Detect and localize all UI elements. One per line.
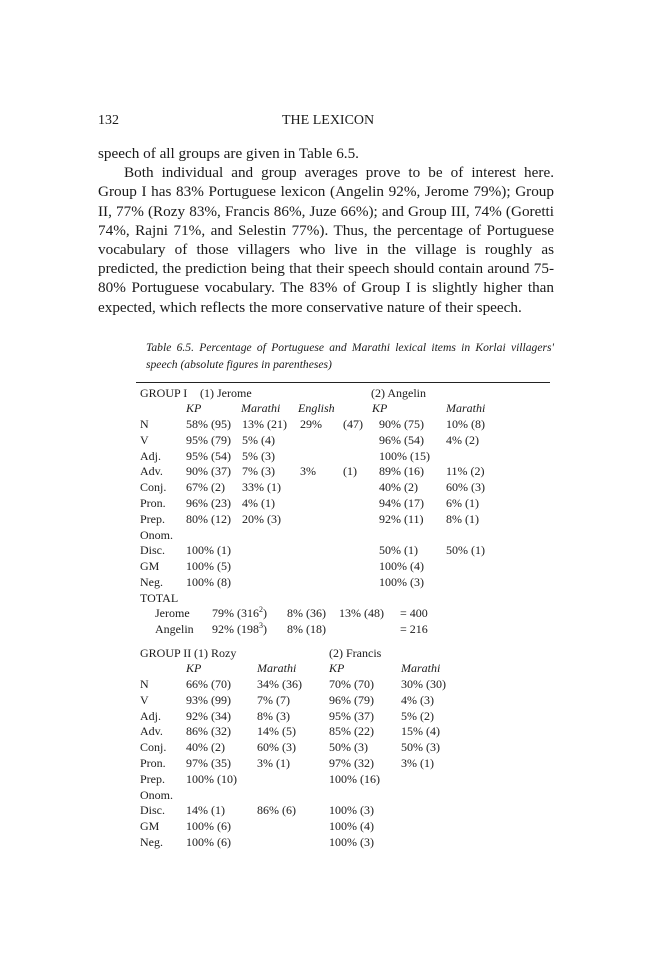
table-cell: 100% (3) [329,803,374,818]
table-cell: 11% (2) [446,464,485,479]
table-cell: 15% (4) [401,724,440,739]
table-cell: 50% (3) [401,740,440,755]
table-cell: 50% (1) [446,543,485,558]
row-label: Disc. [140,543,165,558]
table-cell: 100% (1) [186,543,231,558]
row-label: Prep. [140,771,165,786]
table-cell: (1) [343,464,357,479]
table-cell: 90% (37) [186,464,231,479]
row-label: Neg. [140,835,163,849]
table-top-rule [136,382,550,383]
table-cell: 5% (2) [401,708,434,723]
column-header: Marathi [257,661,297,675]
table-cell: 89% (16) [379,464,424,479]
row-label: Adv. [140,724,163,739]
table-cell: 93% (99) [186,692,231,707]
row-label: V [140,432,149,447]
row-label: N [140,677,149,691]
table-cell: 5% (3) [242,448,275,463]
footnote-marker: 3 [259,620,263,630]
table-cell: 8% (36) [287,605,326,620]
table-cell: 7% (3) [242,464,275,479]
column-header: English [298,401,335,415]
table-cell: 85% (22) [329,724,374,739]
table-cell: 97% (35) [186,756,231,770]
paragraph: Both individual and group averages prove to be of interest here. Group I has 83% Portuguese lexicon (Angelin 92%, Jerome 79%); Group II, 77% (Rozy 83%, Francis 86%, Juze 66%); and Group III, 74% (Goretti 74%, Rajni 71%, and Selestin 77%). Thus, the percentage of Portuguese vocabulary of those villagers who live in the village is roughly as predicted, the prediction being that their speech should contain around 75-80% Portuguese vocabulary. The 83% of Group I is slightly higher than expected, which reflects the more conservative nature of their speech. [98,164,554,316]
table-cell: 96% (54) [379,432,424,447]
column-header: KP [186,661,202,675]
table-cell: = 216 [400,621,428,636]
table-cell: 14% (5) [257,724,296,739]
table-cell: 100% (10) [186,771,237,786]
paragraph: speech of all groups are given in Table 6.5. [98,145,359,162]
table-cell: 96% (79) [329,692,374,707]
table-cell: 3% [300,464,316,479]
table-cell: 100% (4) [329,819,374,834]
table-cell: 100% (6) [186,819,231,834]
table-cell: 97% (32) [329,756,374,770]
table-cell: 79% $(316^2)$ [212,604,267,620]
table-cell: 30% (30) [401,677,446,691]
table-cell: 50% (1) [379,543,418,558]
speaker-name: (1) Jerome [200,386,252,400]
table-cell: 4% (2) [446,432,479,447]
row-label: Disc. [140,803,165,818]
table-cell: 58% (95) [186,417,231,431]
footnote-marker: 2 [259,604,263,614]
group-label: GROUP II [140,646,192,660]
speaker-name: (1) Rozy [194,646,237,660]
table-cell: 100% (8) [186,575,231,589]
row-label: Adj. [140,448,161,463]
table-cell: 90% (75) [379,417,424,431]
table-cell: 8% (3) [257,708,290,723]
table-caption: Table 6.5. Percentage of Portuguese and Marathi lexical items in Korlai villagers' speech (absolute figures in parentheses) [146,341,554,371]
running-title: THE LEXICON [282,113,375,128]
table-cell: 40% (2) [379,480,418,495]
body-text [98,144,554,317]
table-cell: 10% (8) [446,417,485,431]
table-cell: (47) [343,417,363,431]
table-cell: 94% (17) [379,496,424,510]
table-cell: 4% (3) [401,692,434,707]
table-cell: 92% (34) [186,708,231,723]
table-cell: 100% (15) [379,448,430,463]
column-header: KP [372,401,388,415]
row-label: Conj. [140,740,167,755]
table-cell: 34% (36) [257,677,302,691]
total-label: TOTAL [140,590,179,605]
table-cell: 60% (3) [446,480,485,495]
table-cell: 100% (3) [329,835,374,849]
table-cell: 80% (12) [186,511,231,526]
table-cell: 86% (32) [186,724,231,739]
table-cell: 3% (1) [401,756,434,770]
table-cell: 100% (16) [329,771,380,786]
table-cell: 33% (1) [242,480,281,495]
row-label: Prep. [140,511,165,526]
table-cell: 40% (2) [186,740,225,755]
speaker-name: (2) Angelin [371,386,426,400]
column-header: Marathi [446,401,486,415]
table-cell: 100% (3) [379,575,424,589]
table-cell: 92% (11) [379,511,424,526]
table-cell: 29% [300,417,322,431]
table-cell: 3% (1) [257,756,290,770]
row-label: Jerome [155,605,190,620]
row-label: V [140,692,149,707]
row-label: N [140,417,149,431]
table-cell: 95% (79) [186,432,231,447]
column-header: KP [186,401,202,415]
column-header: Marathi [401,661,441,675]
table-cell: 4% (1) [242,496,275,510]
table-cell: 5% (4) [242,432,275,447]
table-cell: 13% (21) [242,417,287,431]
table-cell: 13% (48) [339,605,384,620]
page-number: 132 [98,113,119,128]
table-cell: 96% (23) [186,496,231,510]
column-header: Marathi [241,401,281,415]
table-cell: 95% (54) [186,448,231,463]
row-label: GM [140,559,160,574]
row-label: Pron. [140,756,166,770]
row-label: Onom. [140,787,173,802]
row-label: Adj. [140,708,161,723]
row-label: Pron. [140,496,166,510]
table-cell: 20% (3) [242,511,281,526]
row-label: Neg. [140,575,163,589]
row-label: GM [140,819,160,834]
table-cell: 100% (6) [186,835,231,849]
table-cell: 66% (70) [186,677,231,691]
table-cell: 8% (18) [287,621,326,636]
table-cell: = 400 [400,605,428,620]
table-cell: 50% (3) [329,740,368,755]
row-label: Angelin [155,621,194,636]
table-cell: 86% (6) [257,803,296,818]
table-cell: 100% (4) [379,559,424,574]
row-label: Adv. [140,464,163,479]
table-cell: 6% (1) [446,496,479,510]
table-cell: 70% (70) [329,677,374,691]
table-cell: 7% (7) [257,692,290,707]
table-cell: 67% (2) [186,480,225,495]
table-cell: 60% (3) [257,740,296,755]
table-cell: 14% (1) [186,803,225,818]
column-header: KP [329,661,345,675]
table-cell: 8% (1) [446,511,479,526]
row-label: Onom. [140,527,173,542]
table-cell: 95% (37) [329,708,374,723]
table-cell: 100% (5) [186,559,231,574]
speaker-name: (2) Francis [329,646,382,660]
table-cell: 92% $(198^3)$ [212,620,267,636]
group-label: GROUP I [140,386,188,400]
row-label: Conj. [140,480,167,495]
